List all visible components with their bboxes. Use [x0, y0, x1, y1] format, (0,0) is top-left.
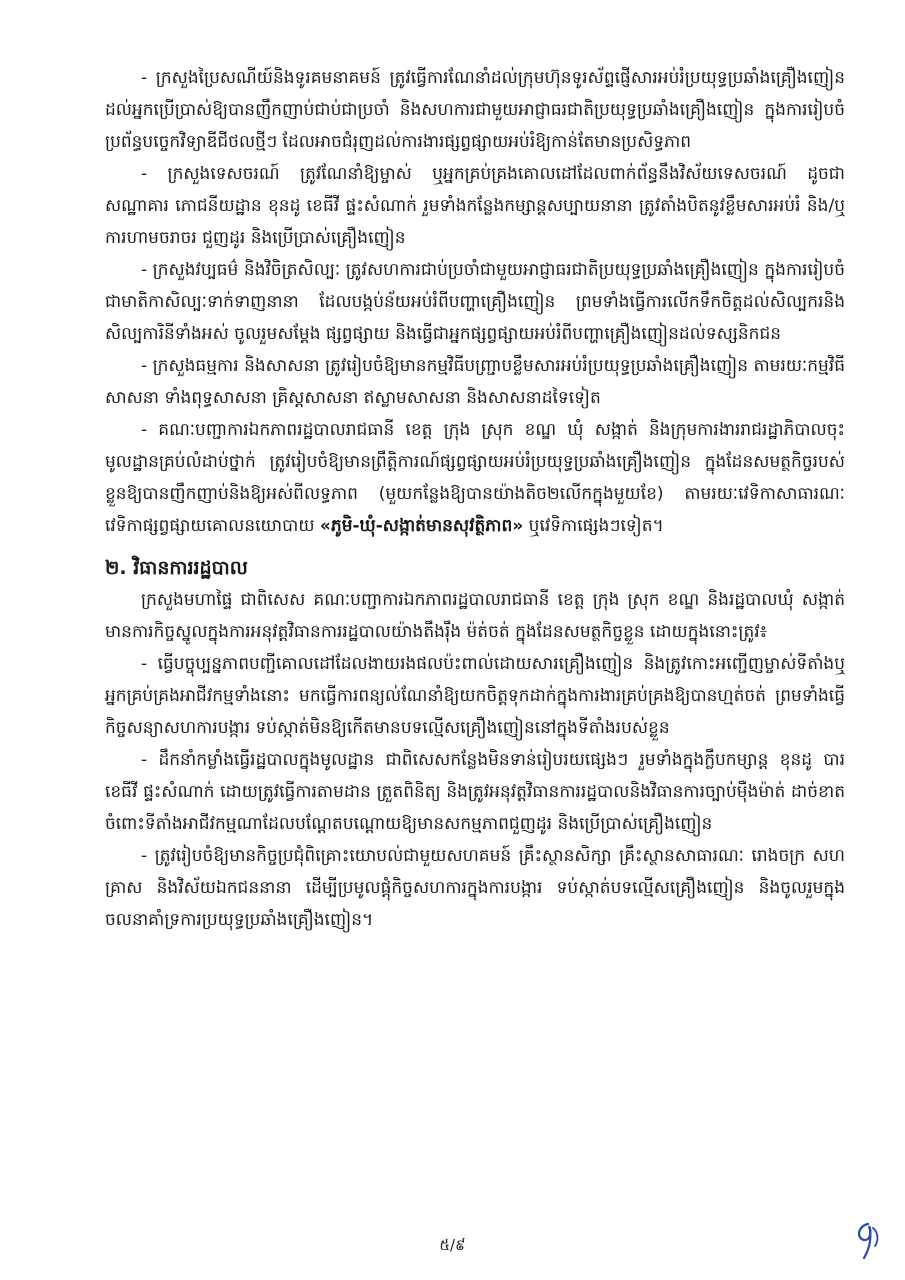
paragraph-admin-commands — [105, 414, 845, 542]
paragraph-tourism: - ក្រសួងទេសចរណ៍ ត្រូវណែនាំឱ្យម្ចាស់ ឬអ្នកគ្រប់គ្រងគោលដៅដែលពាក់ព័ន្ធនឹងវិស័យទេសចរណ៍ ដូចជា សណ្ឋាគារ ភោជនីយដ្ឋាន ខុនដូ ខេធីវី ផ្ទះសំណាក់ រួមទាំងកន្លែងកម្សាន្តសប្បាយនានា ត្រូវតាំងបិតនូវខ្លឹមសារអប់រំ និង/ឬ ការហាមចរាចរ ជួញដូរ និងប្រើប្រាស់គ្រឿងញៀន — [105, 164, 845, 248]
paragraph-lead-administration: - ដឹកនាំកម្លាំងធ្វើរដ្ឋបាលក្នុងមូលដ្ឋាន ជាពិសេសកន្លែងមិនទាន់រៀបរយផ្សេងៗ រួមទាំងក្នុងក្លឹបកម្សាន្ត ខុនដូ បារ ខេធីវី ផ្ទះសំណាក់ ដោយត្រូវធ្វើការតាមដាន ត្រួតពិនិត្យ និងត្រូវអនុវត្តវិធានការរដ្ឋបាលនិងវិធានការច្បាប់ម៉ឺងម៉ាត់ ដាច់ខាត ចំពោះទីតាំងអាជីវកម្មណាដែលបណ្ដែតបណ្ដោយឱ្យមានសកម្មភាពជួញដូរ និងប្រើប្រាស់គ្រឿងញៀន — [105, 750, 845, 834]
paragraph-consultation-meetings: - ត្រូវរៀបចំឱ្យមានកិច្ចប្រជុំពិគ្រោះយោបល់ជាមួយសហគមន៍ គ្រឹះស្ថានសិក្សា គ្រឹះស្ថានសាធារណៈ រោងចក្រ សហគ្រាស និងវិស័យឯកជននានា ដើម្បីប្រមូលផ្តុំកិច្ចសហការក្នុងការបង្ការ ទប់ស្កាត់បទល្មើសគ្រឿងញៀន និងចូលរួមក្នុងចលនាគាំទ្រការប្រយុទ្ធប្រឆាំងគ្រឿងញៀន។ — [105, 846, 845, 930]
paragraph-interior-ministry: ក្រសួងមហាផ្ទៃ ជាពិសេស គណៈបញ្ជាការឯកភាពរដ្ឋបាលរាជធានី ខេត្ត ក្រុង ស្រុក ខណ្ឌ និងរដ្ឋបាលឃុំ សង្កាត់ មានការកិច្ចស្នូលក្នុងការអនុវត្តវិធានការរដ្ឋបាលយ៉ាងតឹងរ៉ឹង ម៉ត់ចត់ ក្នុងដែនសមត្ថកិច្ចខ្លួន ដោយក្នុងនោះត្រូវ៖ — [105, 590, 845, 642]
paragraph-culture: - ក្រសួងវប្បធម៌ និងវិចិត្រសិល្បៈ ត្រូវសហការជាប់ប្រចាំជាមួយអាជ្ញាធរជាតិប្រយុទ្ធប្រឆាំងគ្រឿងញៀន ក្នុងការរៀបចំជាមាតិកាសិល្បៈទាក់ទាញនានា ដែលបង្កប់ន័យអប់រំពីបញ្ហាគ្រឿងញៀន ព្រមទាំងធ្វើការលើកទឹកចិត្តដល់សិល្បករនិងសិល្បការិនីទាំងអស់ ចូលរួមសម្ដែង ផ្សព្វផ្សាយ និងធ្វើជាអ្នកផ្សព្វផ្សាយអប់រំពីបញ្ហាគ្រឿងញៀនដល់ទស្សនិកជន — [105, 260, 845, 344]
paragraph-religion: - ក្រសួងធម្មការ និងសាសនា ត្រូវរៀបចំឱ្យមានកម្មវិធីបញ្ជ្រាបខ្លឹមសារអប់រំប្រយុទ្ធប្រឆាំងគ្រឿងញៀន តាមរយៈកម្មវិធីសាសនា ទាំងពុទ្ធសាសនា គ្រិស្តសាសនា ឥស្លាមសាសនា និងសាសនាដទៃទៀត — [105, 356, 845, 408]
section-heading-administrative-measures: ២. វិធានការរដ្ឋបាល — [105, 557, 248, 579]
paragraph-admin-text-before: - គណៈបញ្ជាការឯកភាពរដ្ឋបាលរាជធានី ខេត្ត ក្រុង ស្រុក ខណ្ឌ ឃុំ សង្កាត់ និងក្រុមការងាររាជរដ្ឋាភិបាលចុះមូលដ្ឋានគ្រប់លំដាប់ថ្នាក់ ត្រូវរៀបចំឱ្យមានព្រឹត្តិការណ៍ផ្សព្វផ្សាយអប់រំប្រយុទ្ធប្រឆាំងគ្រឿងញៀន ក្នុងដែនសមត្ថកិច្ចរបស់ខ្លួនឱ្យបានញឹកញាប់និងឱ្យអស់ពីលទ្ធភាព (មួយកន្លែងឱ្យបានយ៉ាងតិច២លើកក្នុងមួយខែ) តាមរយៈវេទិកាសាធារណៈ វេទិកាផ្សព្វផ្សាយគោលនយោបាយ — [105, 420, 845, 536]
paragraph-update-target-list: - ធ្វើបច្ចុប្បន្នភាពបញ្ជីគោលដៅដែលងាយរងផលប៉ះពាល់ដោយសារគ្រឿងញៀន និងត្រូវកោះអញ្ជើញម្ចាស់ទីតាំងឬអ្នកគ្រប់គ្រងអាជីវកម្មទាំងនោះ មកធ្វើការពន្យល់ណែនាំឱ្យយកចិត្តទុកដាក់ក្នុងការងារគ្រប់គ្រងឱ្យបានហ្មត់ចត់ ព្រមទាំងធ្វើកិច្ចសន្យាសហការបង្ការ ទប់ស្កាត់មិនឱ្យកើតមានបទល្មើសគ្រឿងញៀននៅក្នុងទីតាំងរបស់ខ្លួន — [105, 654, 845, 738]
page-number: ៥/៩ — [439, 1236, 466, 1254]
document-body — [105, 62, 845, 936]
paragraph-admin-text-after: ឬវេទិកាផ្សេងៗទៀត។ — [523, 516, 664, 536]
paragraph-post-telecom: - ក្រសួងប្រៃសណីយ៍និងទូរគមនាគមន៍ ត្រូវធ្វើការណែនាំដល់ក្រុមហ៊ុនទូរស័ព្ទផ្ញើសារអប់រំប្រយុទ្ធប្រឆាំងគ្រឿងញៀន ដល់អ្នកប្រើប្រាស់ឱ្យបានញឹកញាប់ជាប់ជាប្រចាំ និងសហការជាមួយអាជ្ញាធរជាតិប្រយុទ្ធប្រឆាំងគ្រឿងញៀន ក្នុងការរៀបចំប្រព័ន្ធបច្ចេកវិទ្យាឌីជីថលថ្មីៗ ដែលអាចជំរុញដល់ការងារផ្សព្វផ្សាយអប់រំឱ្យកាន់តែមានប្រសិទ្ធភាព — [105, 68, 845, 152]
initials-signature-mark — [848, 1218, 884, 1262]
safe-village-slogan: «ភូមិ-ឃុំ-សង្កាត់មានសុវត្ថិភាព» — [319, 516, 524, 536]
